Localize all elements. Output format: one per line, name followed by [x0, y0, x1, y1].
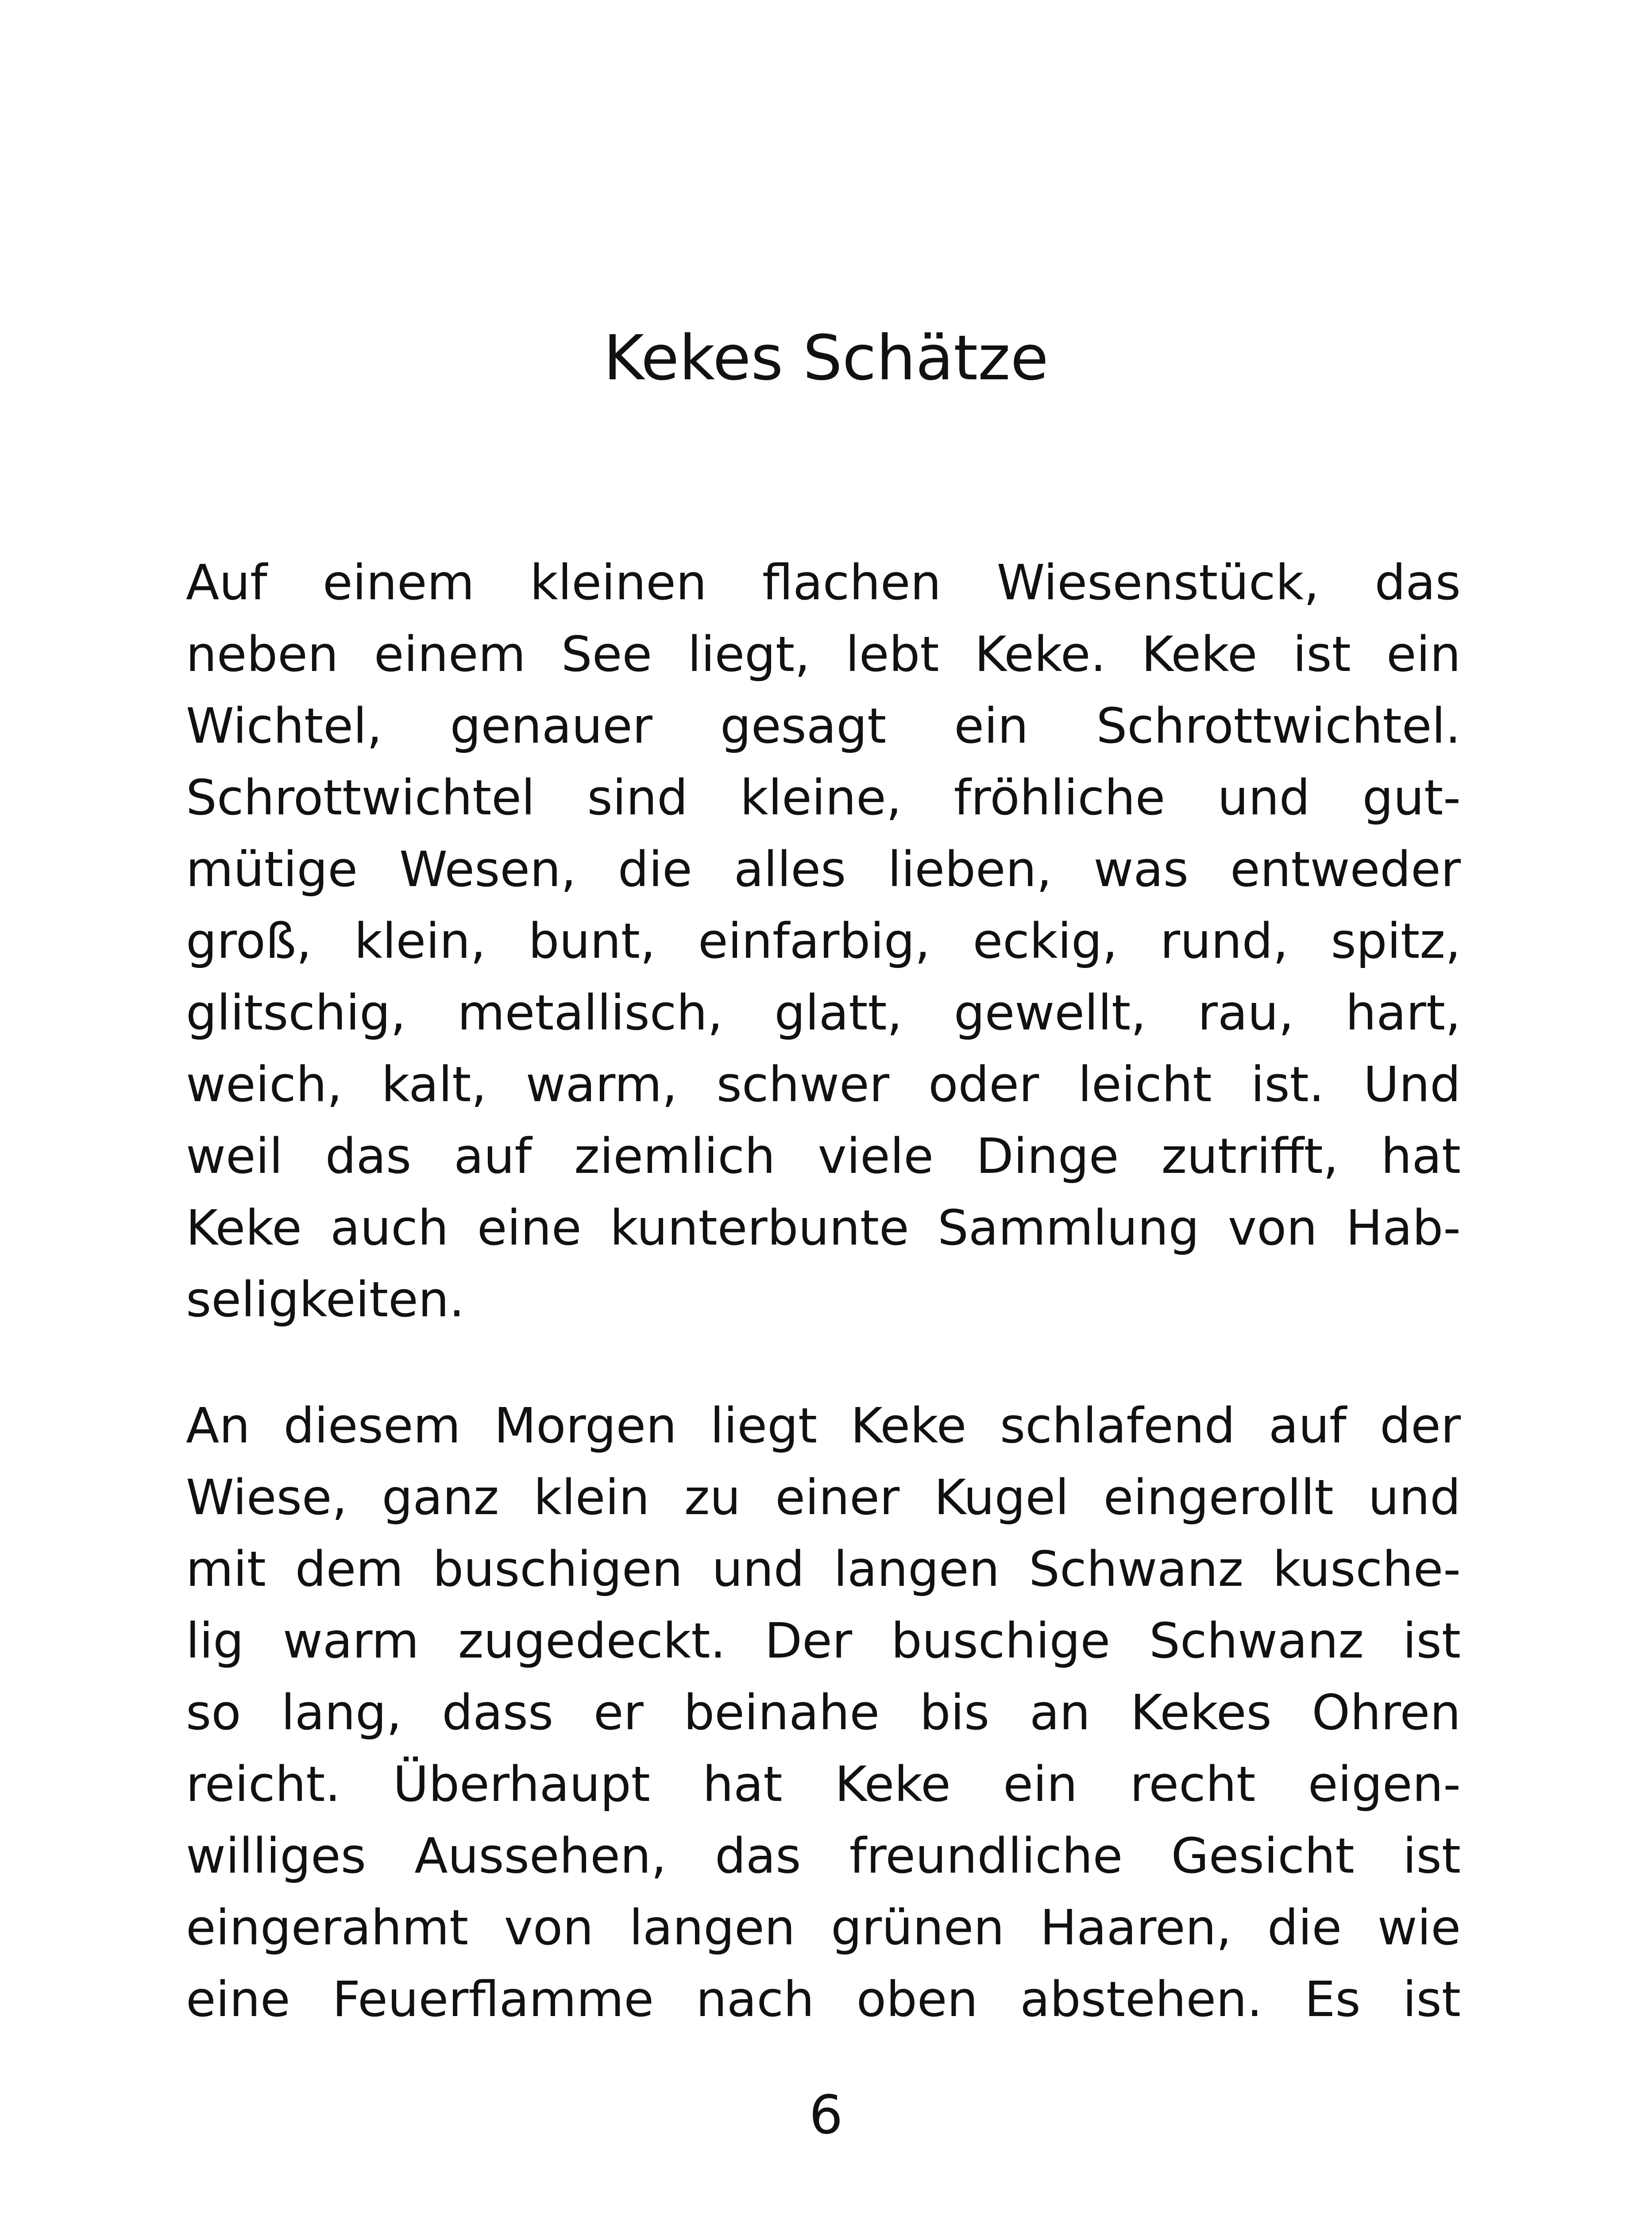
text-line: An diesem Morgen liegt Keke schlafend auf der	[186, 1397, 1461, 1454]
text-line: so lang, dass er beinahe bis an Kekes Ohren	[186, 1684, 1461, 1741]
text-line: reicht. Überhaupt hat Keke ein recht eigen-	[186, 1756, 1461, 1812]
text-line: williges Aussehen, das freundliche Gesicht ist	[186, 1827, 1461, 1884]
text-line: weich, kalt, warm, schwer oder leicht ist. Und	[186, 1056, 1461, 1113]
page-number: 6	[809, 2085, 843, 2146]
paragraph-2	[186, 1390, 1461, 2035]
text-line: Auf einem kleinen flachen Wiesenstück, das	[186, 554, 1461, 611]
text-line: groß, klein, bunt, einfarbig, eckig, rund, spitz,	[186, 913, 1461, 969]
chapter-title: Kekes Schätze	[603, 322, 1049, 394]
text-line: eine Feuerflamme nach oben abstehen. Es ist	[186, 1971, 1461, 2028]
text-line: Keke auch eine kunterbunte Sammlung von Hab-	[186, 1199, 1461, 1256]
paragraph-1	[186, 547, 1461, 1335]
text-line: glitschig, metallisch, glatt, gewellt, rau, hart,	[186, 984, 1461, 1041]
text-line: neben einem See liegt, lebt Keke. Keke ist ein	[186, 626, 1461, 682]
text-line: Wichtel, genauer gesagt ein Schrottwichtel.	[186, 698, 1461, 754]
text-line: Schrottwichtel sind kleine, fröhliche und gut-	[186, 769, 1461, 826]
text-line: mütige Wesen, die alles lieben, was entweder	[186, 841, 1461, 898]
text-line: lig warm zugedeckt. Der buschige Schwanz ist	[186, 1612, 1461, 1669]
text-line: Wiese, ganz klein zu einer Kugel eingerollt und	[186, 1469, 1461, 1526]
text-line: mit dem buschigen und langen Schwanz kusche-	[186, 1541, 1461, 1597]
text-line: seligkeiten.	[186, 1271, 465, 1328]
text-line: weil das auf ziemlich viele Dinge zutrifft, hat	[186, 1128, 1461, 1184]
text-line: eingerahmt von langen grünen Haaren, die wie	[186, 1899, 1461, 1956]
